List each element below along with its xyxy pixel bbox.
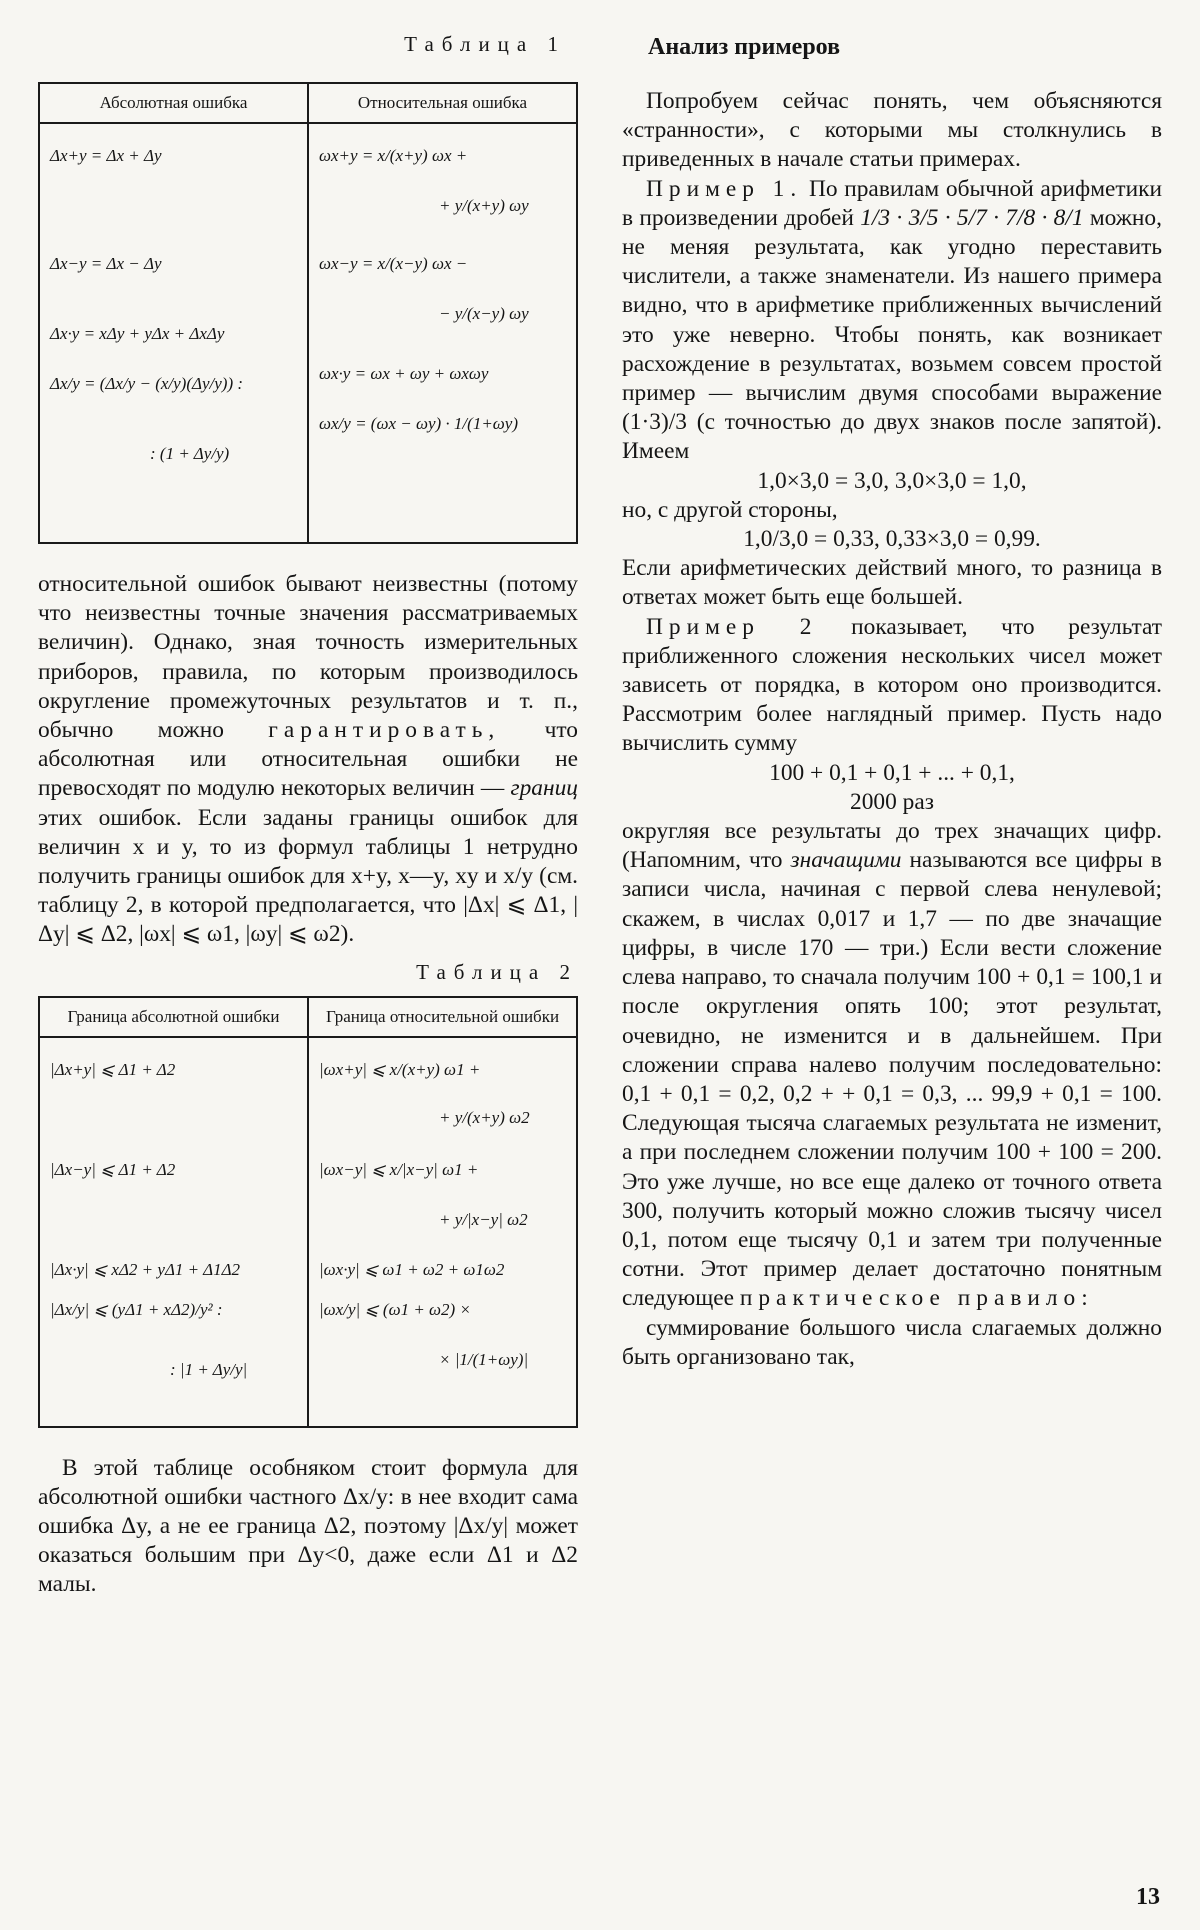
- example-label: Пример 2: [646, 613, 818, 640]
- table1-abs-row: : (1 + Δy/y): [150, 444, 230, 463]
- table1-rel-row: ωx/y = (ωx − ωy) · 1/(1+ωy): [319, 414, 518, 433]
- paragraph: [622, 175, 1162, 467]
- left-column: [38, 0, 578, 1600]
- example-label: Пример 1.: [646, 175, 803, 202]
- paragraph: Попробуем сейчас понять, чем объясняются «странности», с которыми мы столкнулись в приведенных в начале статьи примерах.: [622, 88, 1162, 173]
- paragraph-text: называются все цифры в записи числа, начиная с первой слева ненулевой; скажем, в числах 0,017 и 1,7 — по две значащие цифры, в числе 170 — три.) Если вести сложение слева направо, то сначала получим 100 + 0,1 = 100,1 и после округления опять 100; этот результат, очевидно, не изменится и в дальнейшем. При сложении справа налево получим последовательно: 0,1 + 0,1 = 0,2, 0,2 + + 0,1 = 0,3, ... 99,9 + 0,1 = 100. Следующая тысяча слагаемых результата не изменит, а при последнем сложении получим 100 + 100 = 200. Это уже лучше, но все еще далеко от точного ответа 300, получить который можно сложив тысячу чисел 0,1, потом еще тысячу 0,1 и затем три полученные сотни. Этот пример делает достаточно понятным следующее: [622, 847, 1162, 1312]
- table1-abs-row: Δx·y = xΔy + yΔx + ΔxΔy: [50, 324, 225, 343]
- fraction-product: 1/3 · 3/5 · 5/7 · 7/8 · 8/1: [860, 204, 1084, 231]
- table2: [38, 996, 578, 1428]
- table2-abs-row: |Δx·y| ⩽ xΔ2 + yΔ1 + Δ1Δ2: [50, 1259, 241, 1279]
- table1: [38, 82, 578, 544]
- table1-rel-row: − y/(x−y) ωy: [439, 304, 529, 323]
- page-number: 13: [1136, 1884, 1160, 1910]
- left-bottom-paragraph: В этой таблице особняком стоит формула для абсолютной ошибки частного Δx/y: в нее входит сама ошибка Δy, а не ее граница Δ2, поэтому |Δx/y| может оказаться большим при Δy<0, даже если Δ1 и Δ2 малы.: [38, 1454, 578, 1598]
- table1-abs-row: Δx+y = Δx + Δy: [50, 146, 162, 165]
- table2-abs-row: |Δx/y| ⩽ (yΔ1 + xΔ2)/y² :: [50, 1299, 223, 1319]
- paragraph-text: показывает, что результат приближенного сложения нескольких чисел может зависеть от порядка, в котором оно производится. Рассмотрим более наглядный пример. Пусть надо вычислить сумму: [622, 613, 1162, 757]
- section-heading: Анализ примеров: [648, 34, 841, 60]
- paragraph: Если арифметических действий много, то разница в ответах может быть еще большей.: [622, 555, 1162, 611]
- emphasis-spaced: практическое правило:: [739, 1285, 1094, 1312]
- right-column: [622, 0, 1162, 1372]
- table1-header-abs: Абсолютная ошибка: [39, 83, 308, 123]
- table2-rel-row: |ωx/y| ⩽ (ω1 + ω2) ×: [319, 1299, 471, 1319]
- equation: 1,0/3,0 = 0,33, 0,33×3,0 = 0,99.: [743, 526, 1041, 553]
- paragraph-text: можно, не меняя результата, как угодно переставить числители, а также знаменатели. Из нашего примера видно, что в арифметике приближенных вычислений это уже неверно. Чтобы понять, как возникает расхождение в результатах, возьмем совсем простой пример — вычислим двумя способами выражение (1·3)/3 (с точностью до двух знаков после запятой). Имеем: [622, 204, 1162, 465]
- table1-rel-row: ωx+y = x/(x+y) ωx +: [319, 146, 468, 165]
- table1-rel-row: ωx·y = ωx + ωy + ωxωy: [319, 364, 489, 383]
- emphasis-spaced: гарантировать,: [268, 717, 501, 744]
- table2-header-abs: Граница абсолютной ошибки: [39, 997, 308, 1037]
- table1-caption: Таблица 1: [404, 32, 566, 56]
- table2-abs-cell: [39, 1037, 308, 1427]
- sum-equation: 100 + 0,1 + 0,1 + ... + 0,1,: [769, 759, 1015, 786]
- table1-abs-row: Δx/y = (Δx/y − (x/y)(Δy/y)) :: [50, 374, 244, 393]
- table1-rel-row: ωx−y = x/(x−y) ωx −: [319, 254, 468, 273]
- table1-abs-cell: [39, 123, 308, 543]
- paragraph: но, с другой стороны,: [622, 496, 838, 523]
- equation: 1,0×3,0 = 3,0, 3,0×3,0 = 1,0,: [757, 467, 1027, 494]
- table2-rel-row: × |1/(1+ωy)|: [439, 1349, 529, 1369]
- table1-rel-cell: [308, 123, 577, 543]
- table1-rel-row: + y/(x+y) ωy: [439, 196, 529, 215]
- table2-abs-row: : |1 + Δy/y|: [170, 1359, 248, 1379]
- table2-caption: Таблица 2: [416, 959, 578, 984]
- table2-header-rel: Граница относительной ошибки: [308, 997, 577, 1037]
- paragraph-text: По правилам обычной арифметики в произведении дробей: [622, 175, 1162, 231]
- table1-header-rel: Относительная ошибка: [308, 83, 577, 123]
- table2-rel-row: + y/|x−y| ω2: [439, 1209, 528, 1229]
- paragraph: [622, 817, 1162, 1313]
- table2-rel-row: |ωx−y| ⩽ x/|x−y| ω1 +: [319, 1159, 479, 1179]
- left-text-c: этих ошибок. Если заданы границы ошибок для величин x и y, то из формул таблицы 1 нетрудно получить границы ошибок для x+y, x—y, xy и x/y (см. таблицу 2, в которой предполагается, что |Δx| ⩽ Δ1, |Δy| ⩽ Δ2, |ωx| ⩽ ω1, |ωy| ⩽ ω2).: [38, 804, 578, 948]
- sum-brace-label: 2000 раз: [850, 788, 934, 815]
- table2-abs-row: |Δx+y| ⩽ Δ1 + Δ2: [50, 1059, 176, 1079]
- paragraph: [622, 613, 1162, 759]
- paragraph: суммирование большого числа слагаемых должно быть организовано так,: [622, 1314, 1162, 1370]
- right-text: [622, 87, 1162, 1372]
- table2-rel-row: |ωx+y| ⩽ x/(x+y) ω1 +: [319, 1059, 481, 1079]
- table1-abs-row: Δx−y = Δx − Δy: [50, 254, 162, 273]
- table2-abs-row: |Δx−y| ⩽ Δ1 + Δ2: [50, 1159, 176, 1179]
- emphasis-italic: значащими: [790, 847, 902, 874]
- left-text-a: относительной ошибок бывают неизвестны (потому что неизвестны точные значения рассматриваемых величин). Однако, зная точность измерительных приборов, правила, по которым производилось округление промежуточных результатов и т. п., обычно можно: [38, 571, 578, 744]
- paragraph-text: округляя все результаты до трех значащих цифр. (Напомним, что: [622, 818, 1162, 874]
- table2-rel-row: |ωx·y| ⩽ ω1 + ω2 + ω1ω2: [319, 1259, 505, 1279]
- emphasis-italic: границ: [510, 775, 578, 802]
- left-text-b: что абсолютная или относительная ошибки не превосходят по модулю некоторых величин —: [38, 717, 578, 802]
- table2-rel-cell: [308, 1037, 577, 1427]
- left-paragraph: [38, 570, 578, 950]
- table2-rel-row: + y/(x+y) ω2: [439, 1107, 530, 1127]
